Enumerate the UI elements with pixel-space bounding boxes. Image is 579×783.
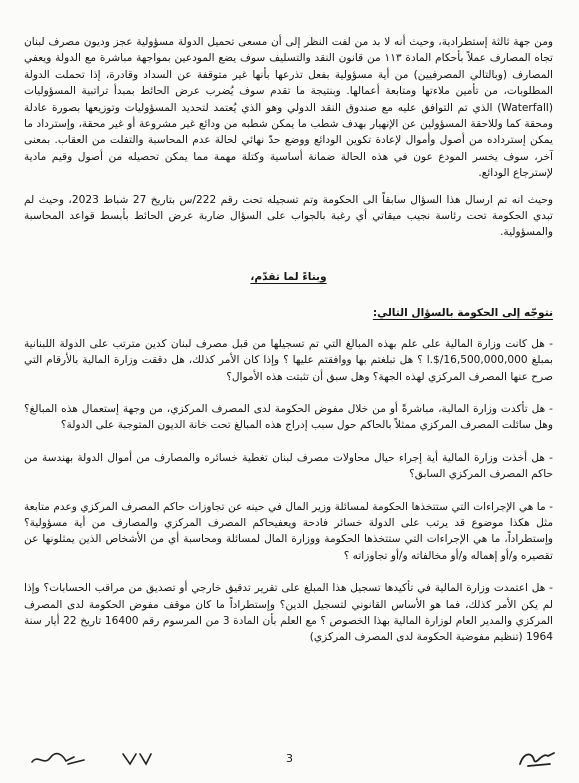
paragraph-question-history: وحيث انه تم ارسال هذا السؤال سابقاً الى الحكومة وتم تسجيله تحت رقم 222/س بتاريخ 27 شباط 2023، وحيث لم تبدي الحكومة تحت رئاسة نجيب ميقاتي أي رغبة بالجواب على السؤال ضاربة عرض الحائط بأبسط قواعد المحاسبة والمسؤولية. xyxy=(24,193,554,239)
question-1: - هل كانت وزارة المالية على علم بهذه المبالغ التي تم تسجيلها من قبل مصرف لبنان كدين مترتب على الدولة اللبنانية بمبلغ 16,500,000,000/$.ا ؟ هل تبلغتم بها ووافقتم عليها ؟ وإذا كان الأمر كذلك، هل دققت وزارة المالية بالأرقام التي صرح عنها المصرف المركزي لهذه الجهة؟ وهل سبق أن تثبتت هذه الأموال؟ xyxy=(24,337,553,383)
question-2: - هل تأكدت وزارة المالية، مباشرةً أو من خلال مفوض الحكومة لدى المصرف المركزي، من وجهة إستعمال هذه المبالغ؟ وهل سائلت المصرف المركزي ممثلاً بالحاكم حول سبب إدراج هذه المبالغ تحت خانة الديون المتوجبة على الدولة؟ xyxy=(24,402,553,432)
page-number: 3 xyxy=(286,752,293,765)
handwritten-signature-right xyxy=(514,748,558,770)
document-body xyxy=(24,34,553,662)
questions-heading: نتوجّه إلى الحكومة بالسؤال التالي: xyxy=(372,307,553,320)
section-heading: وبناءً لما تقدّم، xyxy=(250,270,327,283)
handwritten-initials-left xyxy=(28,748,88,770)
handwritten-mark xyxy=(120,748,154,770)
paragraph-depositors-responsibility: ومن جهة ثالثة إستطرادية، وحيث أنه لا بد من لفت النظر إلى أن مسعى تحميل الدولة مسؤولية عجز وديون مصرف لبنان تجاه المصارف عملاً بأحكام المادة ١١٣ من قانون النقد والتسليف سوف يضع المودعين بمواجهة مباشرة مع الدولة ويعفي المصارف (وبالتالي المصرفيين) من أية مسؤولية بفعل تذرعها بأنها غير متوقفة عن السداد وقادرة، إذا تحملت الدولة المطلوبات، من تأمين ملاءتها ومتابعة أعمالها. وبنتيجة ما تقدم سوف يُضرب عرض الحائط بمبدأ تراتبية المسؤوليات (Waterfall) الذي تم التوافق عليه مع صندوق النقد الدولي وهو الذي يُعتمد لتحديد المسؤوليات وتوزيعها بصورة عادلة ومحقة كما وللاحقة المسؤولين عن الإنهيار بهدف شطب ما يمكن شطبه من ودائع غير مشروعة أو غير محقة، وإسترداد ما يمكن إسترداده من أصول وأموال لإعادة تكوين الودائع ووضع حدّ نهائي لحالة عدم المحاسبة والتفلت من العقاب. بمعنى آخر، سوف يخسر المودع عون في هذه الحالة ضمانة أساسية وكتلة مهمة مما يمكن تحصيله من أصول وقيم مادية لإسترجاع الودائع. xyxy=(24,36,553,180)
question-3: - هل أخذت وزارة المالية أية إجراء حيال محاولات مصرف لبنان تغطية خسائره والمصارف من أموال الدولة بهندسة من حاكم المصرف المركزي السابق؟ xyxy=(24,451,553,481)
question-5: - هل اعتمدت وزارة المالية في تأكيدها تسجيل هذا المبلغ على تقرير تدقيق خارجي أو تصديق من مراقب الحسابات؟ وإذا لم يكن الأمر كذلك، فما هو الأساس القانوني لتسجيل الدين؟ وإستطراداً ما كان موقف مفوض الحكومة لدى المصرف المركزي والمدير العام لوزارة المالية بهذا الخصوص ؟ مع العلم بأن المادة 3 من المرسوم رقم 16400 تاريخ 22 أيار سنة 1964 (تنظيم مفوضية الحكومة لدى المصرف المركزي) xyxy=(24,582,553,644)
question-4: - ما هي الإجراءات التي ستتخذها الحكومة لمسائلة وزير المال في حينه عن تجاوزات حاكم المصرف المركزي وعدم متابعة مثل هكذا موضوع قد يرتب على الدولة خسائر فادحة ويعفيحاكم المصرف المركزي والمصارف من أية مسؤولية؟ وإستطراداً، ما هي الإجراءات التي ستتخذها الحكومة ووزارة المال لمسائلة ومحاسبة أي من الأشخاص الذين يمثلونها عن تقصيره و/أو إهماله و/أو مخالفاته و/أو تجاوزاته ؟ xyxy=(24,500,553,562)
